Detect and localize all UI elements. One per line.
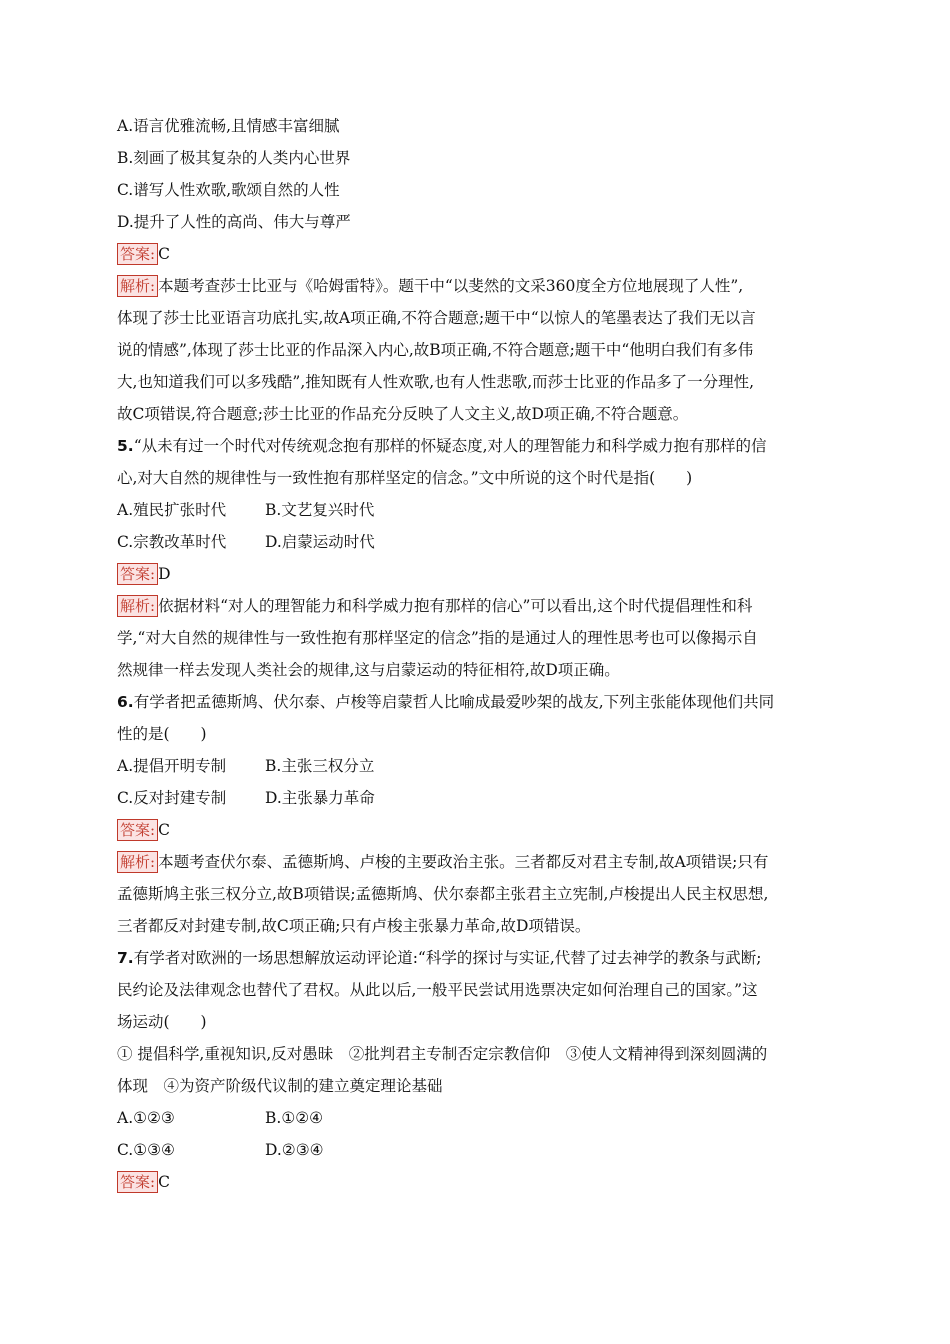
q7-answer	[117, 1166, 837, 1198]
q5-option-c[interactable]: C.宗教改革时代	[117, 533, 227, 551]
answer-tag: 答案:	[117, 563, 158, 585]
question-5	[117, 430, 837, 686]
question-stem: 性的是( )	[117, 725, 207, 743]
analysis-line: 本题考查伏尔泰、孟德斯鸠、卢梭的主要政治主张。三者都反对君主专制,故A项错误;只有	[158, 853, 769, 871]
analysis-tag: 解析:	[117, 275, 158, 297]
q4-option-a[interactable]: A.语言优雅流畅,且情感丰富细腻	[117, 117, 340, 135]
analysis-line: 三者都反对封建专制,故C项正确;只有卢梭主张暴力革命,故D项错误。	[117, 917, 591, 935]
question-stem: 心,对大自然的规律性与一致性抱有那样坚定的信念。”文中所说的这个时代是指( )	[117, 469, 693, 487]
analysis-line: 孟德斯鸠主张三权分立,故B项错误;孟德斯鸠、伏尔泰都主张君主立宪制,卢梭提出人民主权思想,	[117, 885, 769, 903]
question-stem: “从未有过一个时代对传统观念抱有那样的怀疑态度,对人的理智能力和科学威力抱有那样的信	[133, 437, 767, 455]
q4-option-b[interactable]: B.刻画了极其复杂的人类内心世界	[117, 149, 351, 167]
q7-option-d[interactable]: D.②③④	[265, 1141, 324, 1159]
analysis-line: 说的情感”,体现了莎士比亚的作品深入内心,故B项正确,不符合题意;题干中“他明白我们有多伟	[117, 341, 754, 359]
q4-analysis	[117, 270, 837, 430]
q5-option-b[interactable]: B.文艺复兴时代	[265, 501, 375, 519]
analysis-line: 然规律一样去发现人类社会的规律,这与启蒙运动的特征相符,故D项正确。	[117, 661, 620, 679]
statement-line: 体现 ④为资产阶级代议制的建立奠定理论基础	[117, 1077, 443, 1095]
question-stem: 民约论及法律观念也替代了君权。从此以后,一般平民尝试用选票决定如何治理自己的国家。”这	[117, 981, 758, 999]
q7-option-a[interactable]: A.①②③	[117, 1109, 175, 1127]
question-number: 5.	[117, 437, 134, 455]
q4-option-c[interactable]: C.谱写人性欢歌,歌颂自然的人性	[117, 181, 340, 199]
q6-option-d[interactable]: D.主张暴力革命	[265, 789, 375, 807]
question-stem: 有学者对欧洲的一场思想解放运动评论道:“科学的探讨与实证,代替了过去神学的教条与武断;	[133, 949, 762, 967]
answer-value: C	[158, 821, 170, 839]
q6-option-c[interactable]: C.反对封建专制	[117, 789, 227, 807]
q5-answer	[117, 558, 837, 590]
q6-answer	[117, 814, 837, 846]
q4-answer	[117, 238, 837, 270]
analysis-line: 本题考查莎士比亚与《哈姆雷特》。题干中“以斐然的文采360度全方位地展现了人性”,	[158, 277, 744, 295]
q7-option-c[interactable]: C.①③④	[117, 1141, 175, 1159]
q5-option-a[interactable]: A.殖民扩张时代	[117, 501, 227, 519]
analysis-line: 大,也知道我们可以多残酷”,推知既有人性欢歌,也有人性悲歌,而莎士比亚的作品多了一分理性,	[117, 373, 755, 391]
question-6	[117, 686, 837, 942]
question-7	[117, 942, 837, 1198]
q4-option-d[interactable]: D.提升了人性的高尚、伟大与尊严	[117, 213, 351, 231]
answer-value: D	[158, 565, 171, 583]
q5-option-d[interactable]: D.启蒙运动时代	[265, 533, 375, 551]
q6-option-a[interactable]: A.提倡开明专制	[117, 757, 227, 775]
answer-value: C	[158, 245, 170, 263]
answer-tag: 答案:	[117, 1171, 158, 1193]
q6-option-b[interactable]: B.主张三权分立	[265, 757, 375, 775]
question-number: 7.	[117, 949, 134, 967]
question-stem: 有学者把孟德斯鸠、伏尔泰、卢梭等启蒙哲人比喻成最爱吵架的战友,下列主张能体现他们共同	[133, 693, 775, 711]
analysis-tag: 解析:	[117, 595, 158, 617]
analysis-line: 体现了莎士比亚语言功底扎实,故A项正确,不符合题意;题干中“以惊人的笔墨表达了我们无以言	[117, 309, 756, 327]
q7-option-b[interactable]: B.①②④	[265, 1109, 324, 1127]
question-stem: 场运动( )	[117, 1013, 207, 1031]
statement-line: ① 提倡科学,重视知识,反对愚昧 ②批判君主专制否定宗教信仰 ③使人文精神得到深刻圆满的	[117, 1045, 768, 1063]
analysis-line: 故C项错误,符合题意;莎士比亚的作品充分反映了人文主义,故D项正确,不符合题意。	[117, 405, 689, 423]
answer-value: C	[158, 1173, 170, 1191]
analysis-tag: 解析:	[117, 851, 158, 873]
document-page	[117, 110, 837, 1198]
analysis-line: 学,“对大自然的规律性与一致性抱有那样坚定的信念”指的是通过人的理性思考也可以像揭示自	[117, 629, 758, 647]
answer-tag: 答案:	[117, 243, 158, 265]
analysis-line: 依据材料“对人的理智能力和科学威力抱有那样的信心”可以看出,这个时代提倡理性和科	[158, 597, 753, 615]
question-number: 6.	[117, 693, 134, 711]
answer-tag: 答案:	[117, 819, 158, 841]
